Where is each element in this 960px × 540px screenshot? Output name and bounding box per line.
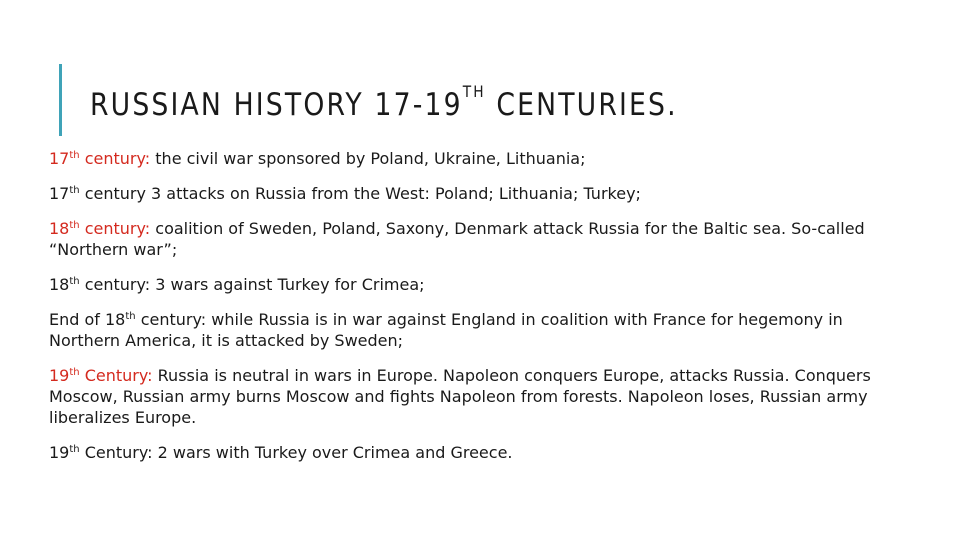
century-number: 18: [49, 275, 70, 294]
century-number: 18: [105, 310, 126, 329]
century-label: [49, 366, 153, 385]
century-number: 18: [49, 219, 70, 238]
century-label: [49, 149, 150, 168]
list-item: [49, 218, 909, 260]
slide-title: [90, 80, 678, 130]
bullet-text: 3 wars against Turkey for Crimea;: [150, 275, 425, 294]
title-main: RUSSIAN HISTORY 17-19: [90, 87, 463, 123]
list-item: [49, 442, 909, 463]
century-word: century:: [79, 219, 151, 238]
century-number: 19: [49, 443, 70, 462]
century-word: century:: [135, 310, 207, 329]
list-item: [49, 365, 909, 428]
century-label: [49, 310, 206, 329]
century-label: [49, 184, 146, 203]
list-item: [49, 148, 909, 169]
title-accent-bar: [59, 64, 62, 136]
title-end: CENTURIES.: [485, 87, 678, 123]
title-superscript: TH: [462, 82, 486, 101]
ordinal-suffix: th: [69, 444, 80, 455]
century-number: 19: [49, 366, 70, 385]
century-number: 17: [49, 149, 70, 168]
bullet-text: 2 wars with Turkey over Crimea and Greece.: [152, 443, 513, 462]
century-word: century:: [79, 275, 151, 294]
ordinal-suffix: th: [69, 185, 80, 196]
century-word: century:: [79, 149, 151, 168]
bullet-prefix: End of: [49, 310, 105, 329]
ordinal-suffix: th: [69, 276, 80, 287]
ordinal-suffix: th: [69, 220, 80, 231]
ordinal-suffix: th: [69, 367, 80, 378]
bullet-text: the civil war sponsored by Poland, Ukraine, Lithuania;: [150, 149, 586, 168]
bullet-text: while Russia is in war against England in coalition with France for hegemony in Northern America, it is attacked by Sweden;: [49, 310, 843, 350]
century-word: Century:: [79, 366, 153, 385]
century-number: 17: [49, 184, 70, 203]
century-label: [49, 443, 153, 462]
ordinal-suffix: th: [69, 150, 80, 161]
list-item: [49, 274, 909, 295]
ordinal-suffix: th: [125, 311, 136, 322]
list-item: [49, 183, 909, 204]
bullet-list: [49, 148, 909, 477]
century-label: [49, 275, 150, 294]
century-word: century: [79, 184, 146, 203]
bullet-text: Russia is neutral in wars in Europe. Napoleon conquers Europe, attacks Russia. Conquers Moscow, Russian army burns Moscow and fights Napoleon from forests. Napoleon loses, Russian army liberalizes Europe.: [49, 366, 871, 427]
bullet-text: coalition of Sweden, Poland, Saxony, Denmark attack Russia for the Baltic sea. So-called “Northern war”;: [49, 219, 865, 259]
bullet-text: 3 attacks on Russia from the West: Poland; Lithuania; Turkey;: [145, 184, 641, 203]
list-item: [49, 309, 909, 351]
century-label: [49, 219, 150, 238]
century-word: Century:: [79, 443, 153, 462]
